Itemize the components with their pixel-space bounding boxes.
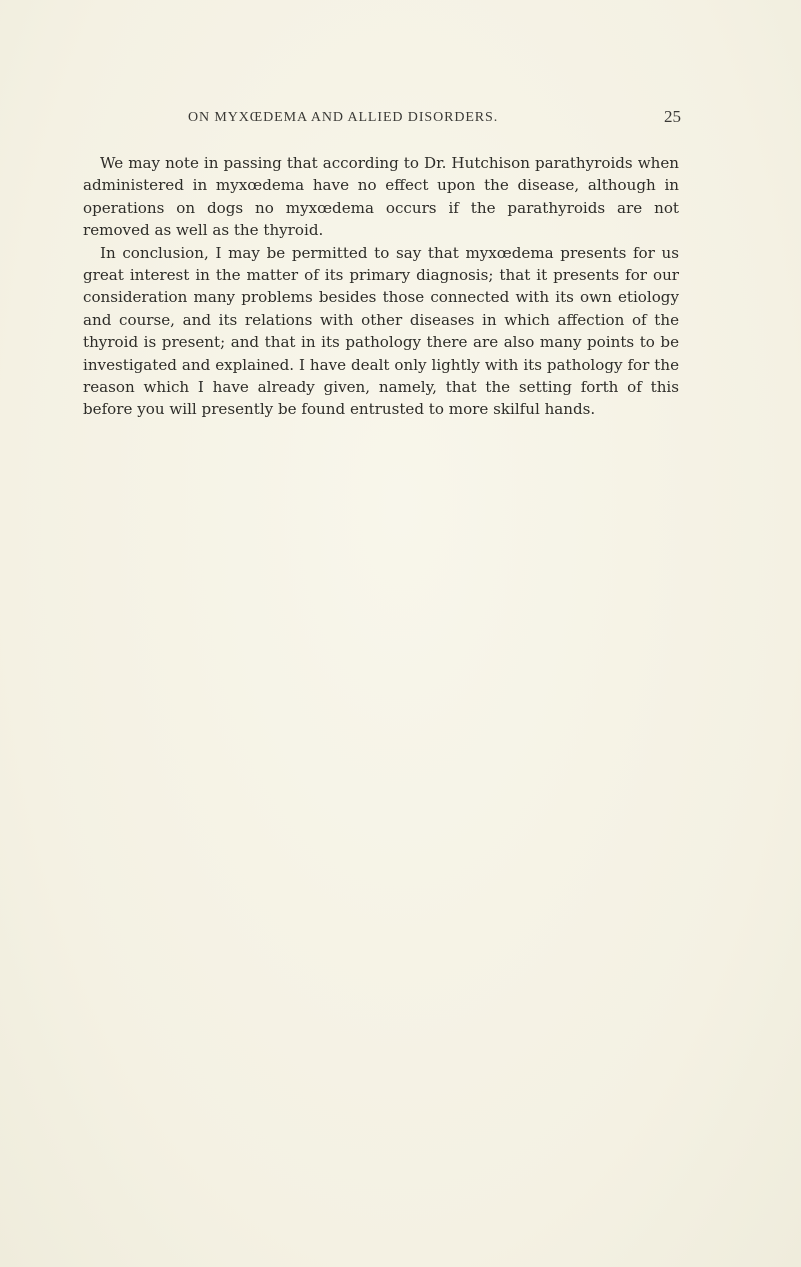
running-head bbox=[0, 107, 801, 134]
paragraph-conclusion: In conclusion, I may be permitted to say that myxœdema presents for us great interest in the matter of its primary diagnosis; that it presents for our consideration many problems besides those connected with its own etiology and course, and its relations with other diseases in which affection of the thyroid is present; and that in its pathology there are also many points to be investigated and explained. I have dealt only lightly with its pathology for the reason which I have already given, namely, that the setting forth of this before you will presently be found entrusted to more skilful hands. bbox=[83, 243, 679, 419]
paragraph-hutchison-note: We may note in passing that according to Dr. Hutchison parathyroids when administered in myxœdema have no effect upon the disease, although in operations on dogs no myxœdema occurs if the parathyroids are not removed as well as the thyroid. bbox=[83, 154, 679, 240]
page-number: 25 bbox=[664, 107, 681, 126]
body-text bbox=[83, 152, 679, 421]
running-title: ON MYXŒDEMA AND ALLIED DISORDERS. bbox=[188, 110, 499, 125]
